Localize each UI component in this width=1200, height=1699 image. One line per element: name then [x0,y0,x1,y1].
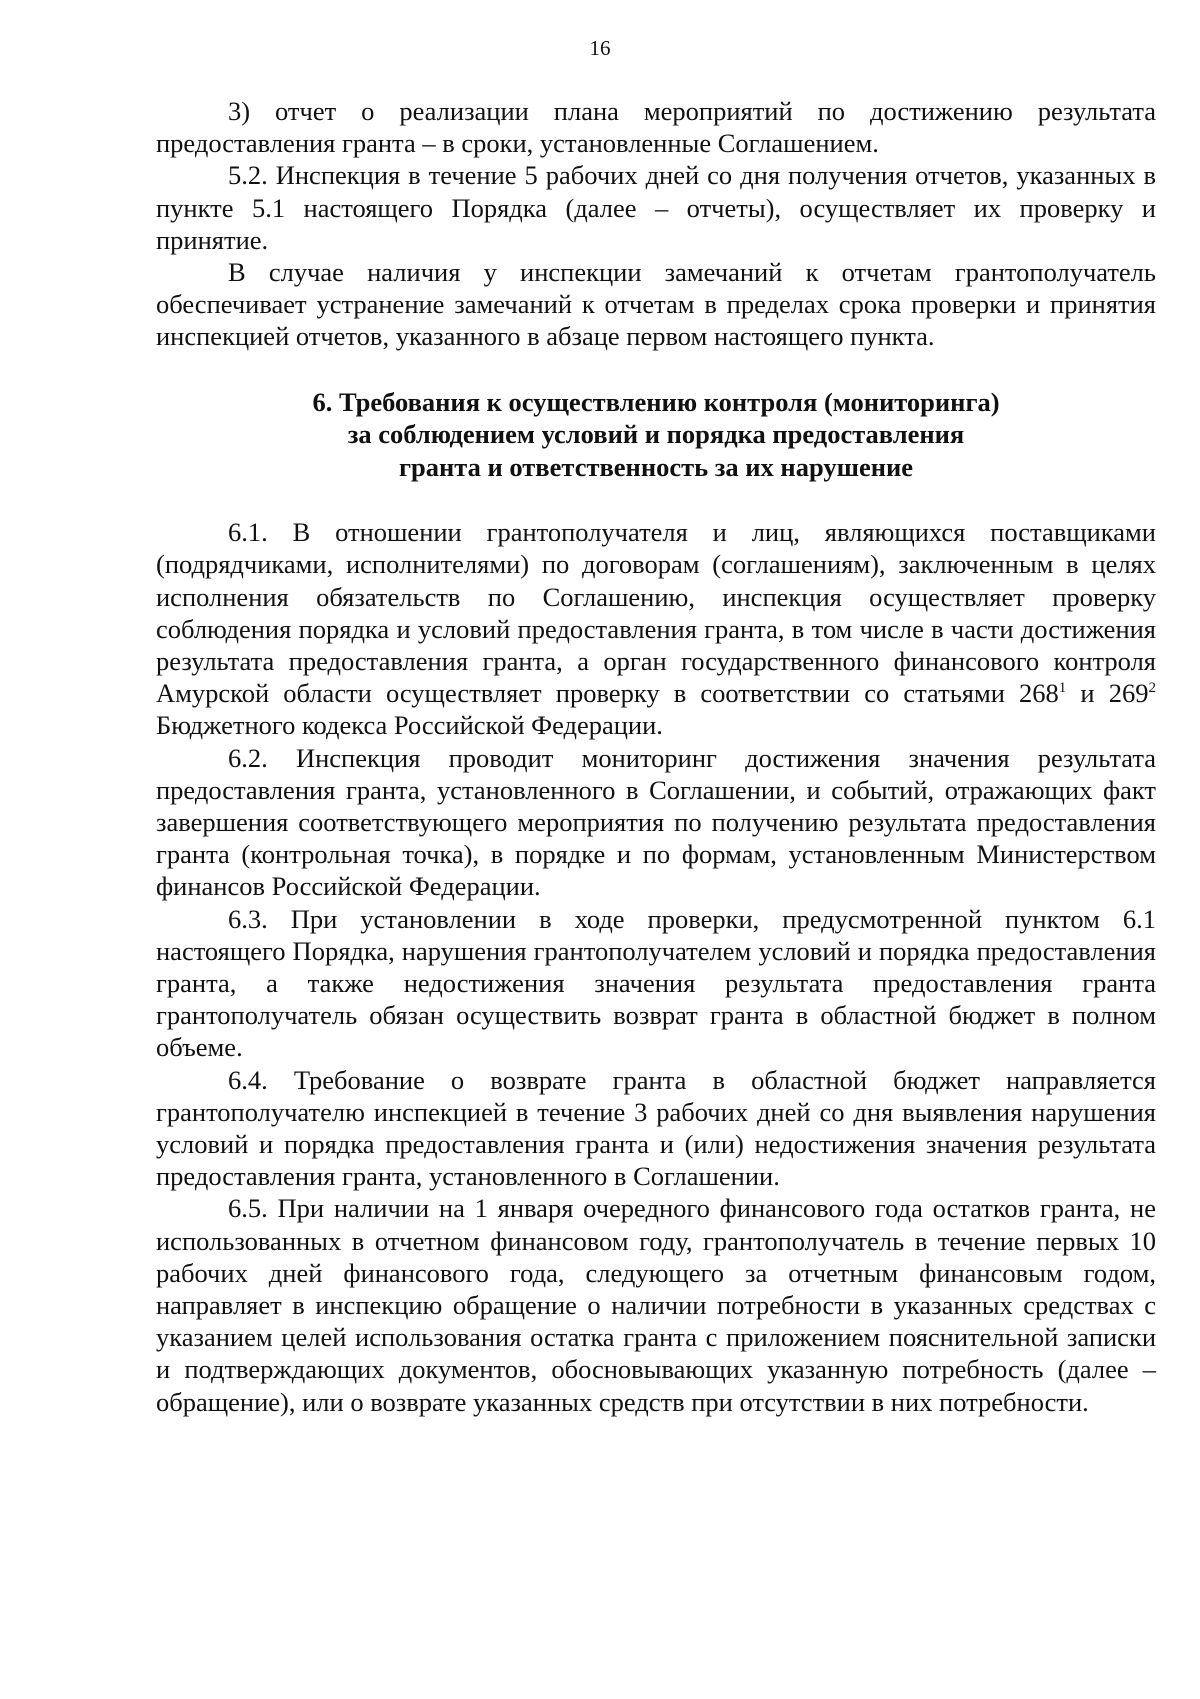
paragraph-6-1-text-b: и 269 [1066,678,1149,709]
paragraph-6-2: 6.2. Инспекция проводит мониторинг достижения значения результата предоставления гранта, установленного в Соглашении, и событий, отражающих факт завершения соответствующего мероприятия по получению результата предоставления гранта (контрольная точка), в порядке и по формам, установленным Министерством финансов Российской Федерации. [156,742,1156,902]
paragraph-6-1 [156,516,1156,741]
paragraph-item-3: 3) отчет о реализации плана мероприятий по достижению результата предоставления гранта – в сроки, установленные Соглашением. [156,96,1156,159]
paragraph-6-3: 6.3. При установлении в ходе проверки, предусмотренной пунктом 6.1 настоящего Порядка, нарушения грантополучателем условий и порядка предоставления гранта, а также недостижения значения результата предоставления гранта грантополучатель обязан осуществить возврат гранта в областной бюджет в полном объеме. [156,903,1156,1063]
heading-line-1: 6. Требования к осуществлению контроля (мониторинга) [312,386,1000,417]
paragraph-6-4: 6.4. Требование о возврате гранта в областной бюджет направляется грантополучателю инспекцией в течение 3 рабочих дней со дня выявления нарушения условий и порядка предоставления гранта и (или) недостижения значения результата предоставления гранта, установленного в Соглашении. [156,1064,1156,1192]
paragraph-5-2: 5.2. Инспекция в течение 5 рабочих дней со дня получения отчетов, указанных в пункте 5.1 настоящего Порядка (далее – отчеты), осуществляет их проверку и принятие. [156,160,1156,255]
superscript-2: 2 [1148,680,1156,697]
paragraph-6-5: 6.5. При наличии на 1 января очередного финансового года остатков гранта, не использованных в отчетном финансовом году, грантополучатель в течение первых 10 рабочих дней финансового года, следующего за отчетным финансовым годом, направляет в инспекцию обращение о наличии потребности в указанных средствах с указанием целей использования остатка гранта с приложением пояснительной записки и подтверждающих документов, обосновывающих указанную потребность (далее – обращение), или о возврате указанных средств при отсутствии в них потребности. [156,1193,1156,1417]
paragraph-6-1-text-c: Бюджетного кодекса Российской Федерации. [156,710,663,741]
superscript-1: 1 [1058,680,1067,697]
section-6-heading [156,386,1156,484]
page-number: 16 [589,36,611,60]
heading-line-3: гранта и ответственность за их нарушение [398,451,914,482]
document-body [156,95,1156,1418]
paragraph-remarks: В случае наличия у инспекции замечаний к отчетам грантополучатель обеспечивает устранение замечаний к отчетам в пределах срока проверки и принятия инспекцией отчетов, указанного в абзаце первом настоящего пункта. [156,257,1156,352]
heading-line-2: за соблюдением условий и порядка предоставления [347,419,965,450]
paragraph-6-1-text-a: 6.1. В отношении грантополучателя и лиц, являющихся поставщиками (подрядчиками, исполнителями) по договорам (соглашениям), заключенным в целях исполнения обязательств по Соглашению, инспекция осуществляет проверку соблюдения порядка и условий предоставления гранта, в том числе в части достижения результата предоставления гранта, а орган государственного финансового контроля Амурской области осуществляет проверку в соответствии со статьями 268 [156,517,1156,709]
